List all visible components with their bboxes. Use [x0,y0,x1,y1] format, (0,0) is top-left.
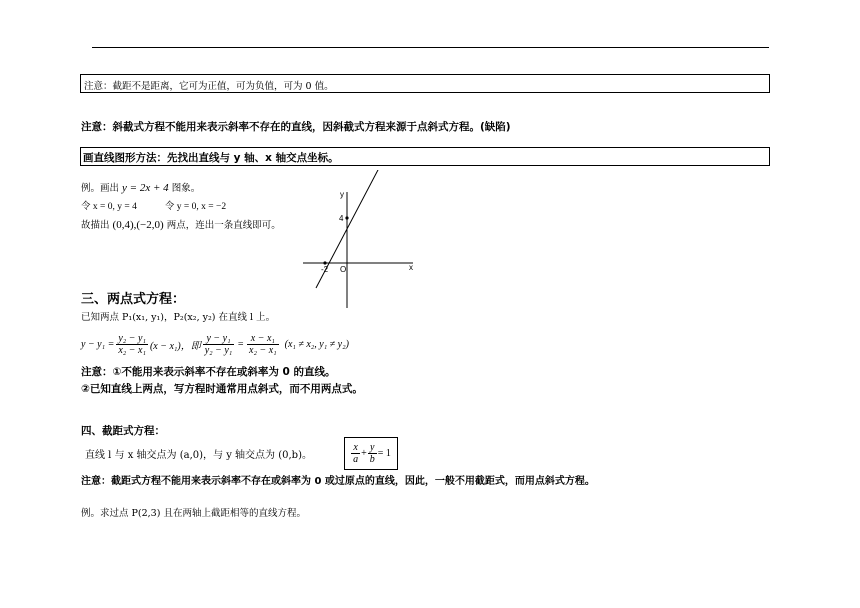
x-intercept-label: -2 [321,265,329,274]
note-intercept-text: 注意：截距不是距离，它可为正值，可为负值，可为 0 值。 [84,81,334,92]
section4-example: 例。求过点 P(2,3) 且在两轴上截距相等的直线方程。 [81,508,306,519]
draw-method-box [80,147,770,166]
formula2-left-num: y − y₁ [203,333,235,345]
formula-lhs: y − y₁ = [81,338,115,350]
example1-prefix: 例。画出 [81,183,120,194]
header-rule [92,47,769,48]
y-intercept-label: 4 [339,214,344,223]
formula2-condition: (x₁ ≠ x₂, y₁ ≠ y₂) [284,338,349,350]
note-box-intercept [80,74,770,93]
example1-line1 [81,180,200,194]
example1-line2 [81,198,226,212]
draw-method-text: 画直线图形方法：先找出直线与 y 轴、x 轴交点坐标。 [83,152,339,164]
intercept-x-fraction [351,442,360,465]
intercept-formula-box [344,437,398,470]
intercept-rhs: = 1 [377,448,391,459]
example1-line3 [81,217,281,231]
example1-suffix: 图象。 [171,183,201,194]
example1-step-a: 令 x = 0, y = 4 [81,202,137,212]
section4-heading: 四、截距式方程： [81,425,165,437]
intercept-x-num: x [351,442,360,454]
section4-statement: 直线 l 与 x 轴交点为 (a,0)，与 y 轴交点为 (0,b)。 [85,450,312,461]
section3-note2: ②已知直线上两点，写方程时通常用点斜式，而不用两点式。 [81,383,363,395]
formula2-right-num: x − x₁ [247,333,279,345]
intercept-x-den: a [353,454,359,465]
example-graph [300,170,420,310]
formula-slope-den: x₂ − x₁ [118,344,146,356]
formula-tail: (x − x₁)，即 [149,340,201,352]
section4-note: 注意：截距式方程不能用来表示斜率不存在或斜率为 0 或过原点的直线，因此，一般不用截距式，而用点斜式方程。 [81,476,595,487]
y-axis-label: y [340,190,344,199]
origin-label: O [340,265,347,274]
example1-plot-prefix: 故描出 [81,220,110,231]
formula-slope-num: y₂ − y₁ [118,332,146,344]
section3-heading: 三、两点式方程： [81,292,186,307]
formula2-left-den: y₂ − y₁ [204,344,233,356]
note-slope-intercept: 注意：斜截式方程不能用来表示斜率不存在的直线，因斜截式方程来源于点斜式方程。(缺陷) [81,121,511,133]
y-intercept-point [345,216,348,219]
x-axis-label: x [409,263,413,272]
intercept-plus: + [361,448,367,459]
formula2-equals: = [237,338,245,350]
two-point-formula [81,329,349,359]
example1-points: (0,4),(−2,0) [112,219,164,231]
example1-plot-suffix: 两点，连出一条直线即可。 [166,220,281,231]
example1-equation: y = 2x + 4 [122,182,169,194]
intercept-y-fraction [368,442,377,465]
formula2-right-fraction [247,333,279,356]
formula-slope-fraction [116,333,148,356]
intercept-y-den: b [369,454,375,465]
section3-note1: 注意：①不能用来表示斜率不存在或斜率为 0 的直线。 [81,366,336,378]
intercept-y-num: y [368,442,377,454]
formula2-right-den: x₂ − x₁ [249,344,277,356]
example1-step-b: 令 y = 0, x = −2 [164,202,227,212]
section3-given: 已知两点 P₁(x₁, y₁)，P₂(x₂, y₂) 在直线 l 上。 [81,312,276,323]
formula2-left-fraction [203,333,235,356]
